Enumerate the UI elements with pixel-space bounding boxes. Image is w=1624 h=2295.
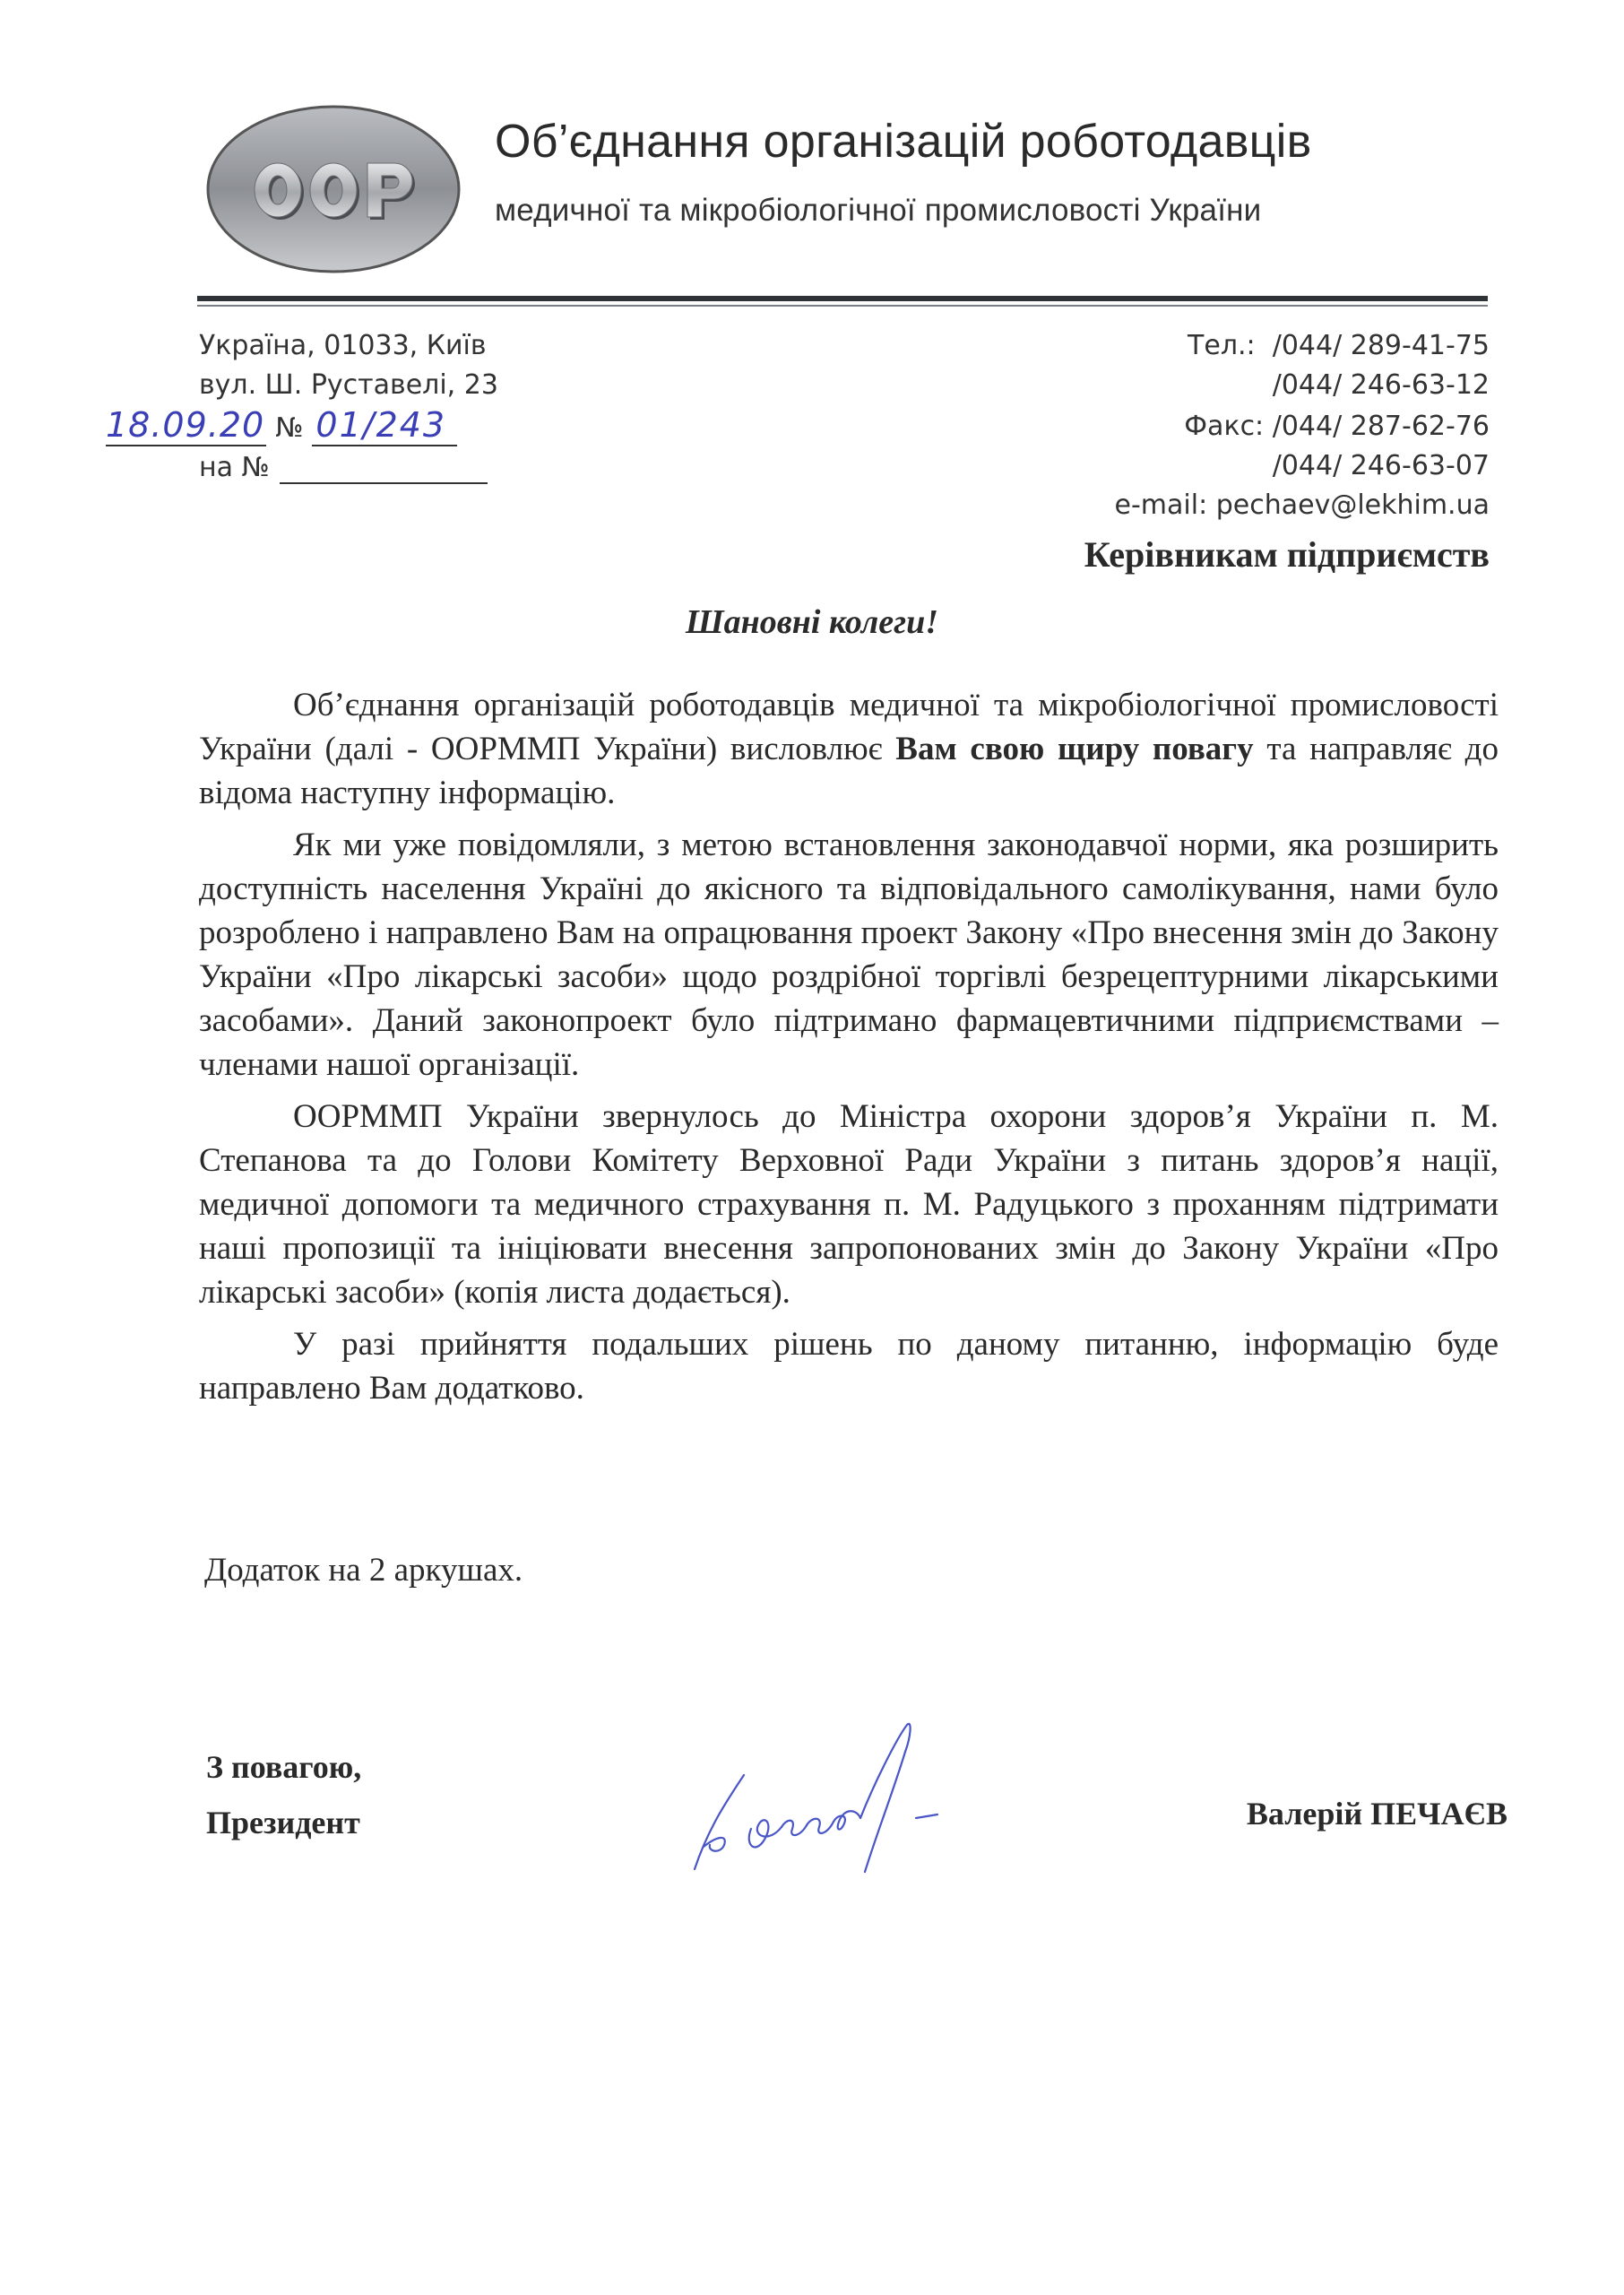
signer-position: Президент bbox=[206, 1805, 360, 1840]
header-rule-thick bbox=[197, 296, 1488, 301]
phone-2: /044/ 246-63-12 bbox=[1272, 369, 1490, 401]
phone-1 bbox=[1188, 330, 1490, 362]
reply-number-label: на № bbox=[199, 452, 270, 483]
paragraph-1-end: та направляє до відома наступну інформацію. bbox=[199, 731, 1499, 811]
handwritten-signature bbox=[681, 1721, 1022, 1874]
paragraph-1-text: Об’єднання організацій роботодавців медичної та мікробіологічної промисловості України (далі - ООРММП України) висловлює bbox=[199, 687, 1499, 767]
addressee: Керівникам підприємств bbox=[1084, 534, 1490, 575]
signer-name: Валерій ПЕЧАЄВ bbox=[1246, 1796, 1507, 1832]
organization-subtitle: медичної та мікробіологічної промисловості України bbox=[495, 193, 1262, 228]
address-line-1: Україна, 01033, Київ bbox=[199, 330, 487, 361]
salutation: Шановні колеги! bbox=[685, 603, 939, 641]
fax-1-value: /044/ 287-62-76 bbox=[1272, 411, 1490, 442]
letter-body bbox=[199, 683, 1499, 1418]
paragraph-3: ООРММП України звернулось до Міністра охорони здоров’я України п. М. Степанова та до Голови Комітету Верховної Ради України з питань здоров’я нації, медичної допомоги та медичного страхування п. М. Радуцького з проханням підтримати наші пропозиції та ініціювати внесення запропонованих змін до Закону України «Про лікарські засоби» (копія листа додається). bbox=[199, 1098, 1499, 1311]
organization-title: Об’єднання організацій роботодавців bbox=[495, 116, 1312, 168]
fax-1 bbox=[1184, 411, 1490, 443]
address-line-2: вул. Ш. Руставелі, 23 bbox=[199, 369, 498, 401]
paragraph-2: Як ми уже повідомляли, з метою встановлення законодавчої норми, яка розширить доступність населення Україні до якісного та відповідального самолікування, нами було розроблено і направлено Вам на опрацювання проект Закону «Про внесення змін до Закону України «Про лікарські засоби» щодо роздрібної торгівлі безрецептурними лікарськими засобами». Даний законопроект було підтримано фармацевтичними підприємствами – членами нашої організації. bbox=[199, 827, 1499, 1083]
closing-regards: З повагою, bbox=[206, 1749, 362, 1785]
handwritten-outgoing-number: 01/243 bbox=[312, 405, 457, 446]
organization-logo bbox=[199, 100, 468, 278]
attachment-note: Додаток на 2 аркушах. bbox=[204, 1552, 523, 1589]
number-label: № bbox=[275, 412, 304, 444]
header-rule-thin bbox=[197, 305, 1488, 307]
fax-2: /044/ 246-63-07 bbox=[1272, 450, 1490, 481]
paragraph-1 bbox=[199, 683, 1499, 815]
phone-1-value: /044/ 289-41-75 bbox=[1272, 330, 1490, 361]
tel-label: Тел.: bbox=[1188, 330, 1256, 361]
paragraph-1-emphasis: Вам свою щиру повагу bbox=[895, 731, 1254, 767]
reply-number-blank bbox=[280, 482, 488, 484]
fax-label: Факс: bbox=[1184, 411, 1265, 442]
paragraph-4: У разі прийняття подальших рішень по даному питанню, інформацію буде направлено Вам додатково. bbox=[199, 1326, 1499, 1407]
handwritten-date: 18.09.20 bbox=[106, 405, 265, 445]
email: e-mail: pechaev@lekhim.ua bbox=[1114, 489, 1490, 521]
reference-row bbox=[106, 400, 457, 446]
